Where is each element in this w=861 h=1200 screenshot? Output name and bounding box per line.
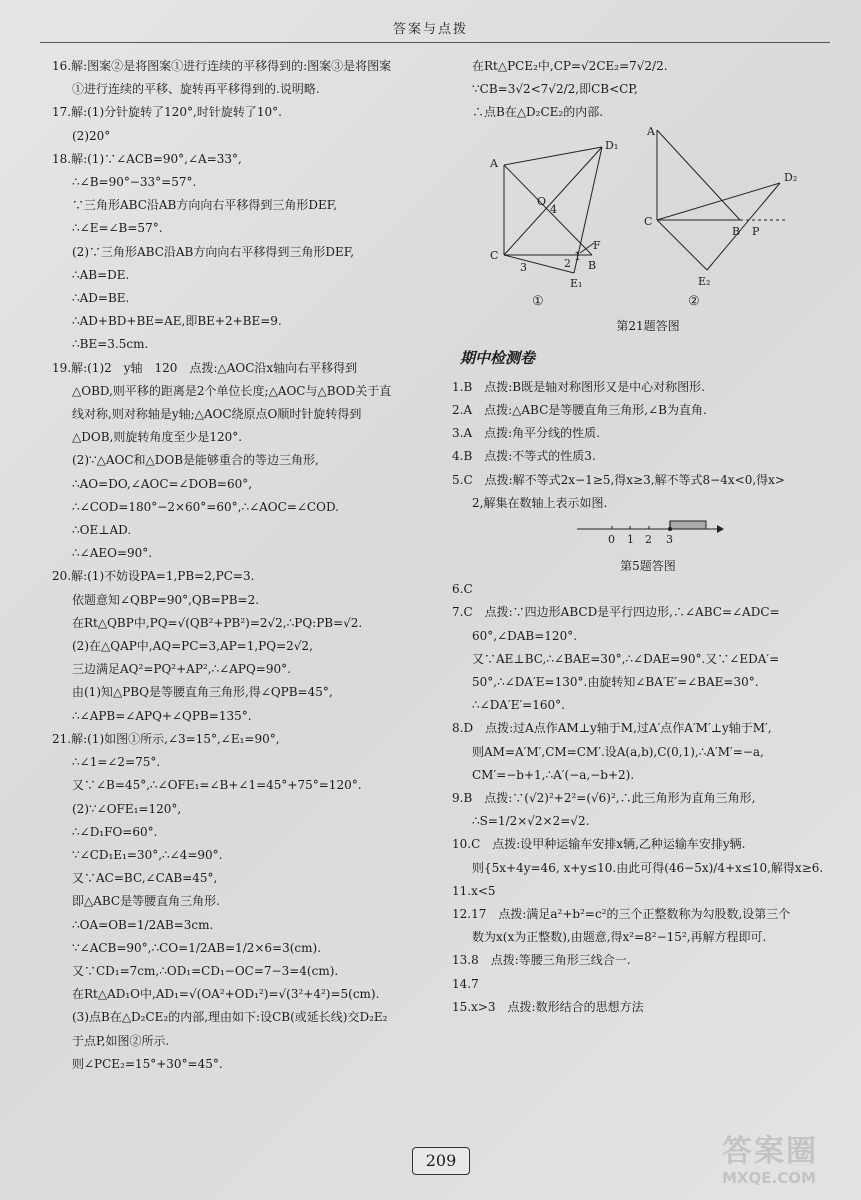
text-line: 14.7: [452, 976, 479, 991]
point-label: C: [490, 248, 499, 262]
text-line: 则∠PCE₂=15°+30°=45°.: [72, 1056, 223, 1071]
point-label: E₁: [570, 276, 583, 290]
angle-label: 2: [564, 256, 571, 270]
angle-label: 3: [520, 260, 527, 274]
text-line: 6.C: [452, 582, 473, 597]
point-label: C: [644, 214, 653, 228]
point-label: D₁: [605, 138, 619, 152]
text-line: 7.C 点拨:∵四边形ABCD是平行四边形,∴∠ABC=∠ADC=: [452, 605, 780, 620]
text-line: 依题意知∠QBP=90°,QB=PB=2.: [72, 592, 260, 607]
text-line: 在Rt△QBP中,PQ=√(QB²+PB²)=2√2,∴PQ:PB=√2.: [72, 615, 363, 630]
text-line: 15.x>3 点拨:数形结合的思想方法: [452, 999, 644, 1014]
text-line: 线对称,则对称轴是y轴;△AOC绕原点O顺时针旋转得到: [72, 407, 362, 422]
figure-21-svg: [452, 125, 844, 315]
text-line: (2)在△QAP中,AQ=PC=3,AP=1,PQ=2√2,: [72, 639, 313, 654]
text-line: ①进行连续的平移、旋转再平移得到的.说明略.: [72, 82, 320, 97]
point-label: B: [588, 258, 597, 272]
figure-caption: 第21题答图: [616, 318, 680, 333]
text-line: 即△ABC是等腰直角三角形.: [72, 894, 220, 909]
text-line: 1.B 点拨:B既是轴对称图形又是中心对称图形.: [452, 379, 705, 394]
text-line: 13.8 点拨:等腰三角形三线合一.: [452, 953, 631, 968]
figure-1-label: ①: [532, 293, 544, 309]
text-line: 又∵CD₁=7cm,∴OD₁=CD₁−OC=7−3=4(cm).: [72, 963, 339, 978]
angle-label: 4: [550, 202, 557, 216]
text-line: ∵∠ACB=90°,∴CO=1/2AB=1/2×6=3(cm).: [72, 940, 322, 955]
text-line: ∴∠APB=∠APQ+∠QPB=135°.: [72, 708, 252, 723]
number-line-caption: 第5题答图: [620, 559, 676, 574]
point-label: A: [490, 156, 498, 170]
text-line: 18.解:(1)∵∠ACB=90°,∠A=33°,: [52, 151, 242, 166]
text-line: ∵∠CD₁E₁=30°,∴∠4=90°.: [72, 847, 223, 862]
text-line: (2)∵∠OFE₁=120°,: [72, 801, 182, 816]
text-line: CM′=−b+1,∴A′(−a,−b+2).: [472, 767, 635, 782]
text-line: 又∵AE⊥BC,∴∠BAE=30°,∴∠DAE=90°.又∵∠EDA′=: [472, 651, 780, 666]
text-line: 16.解:图案②是将图案①进行连续的平移得到的:图案③是将图案: [52, 59, 392, 73]
text-line: 4.B 点拨:不等式的性质3.: [452, 449, 596, 464]
text-line: 数为x(x为正整数),由题意,得x²=8²−15²,再解方程即可.: [472, 930, 767, 945]
text-line: 17.解:(1)分针旋转了120°,时针旋转了10°.: [52, 105, 282, 120]
text-line: ∴AD=BE.: [72, 291, 130, 306]
text-line: 8.D 点拨:过A点作AM⊥y轴于M,过A′点作A′M′⊥y轴于M′,: [452, 721, 772, 736]
text-line: ∵三角形ABC沿AB方向向右平移得到三角形DEF,: [72, 198, 338, 213]
watermark-text: 答案圈: [722, 1134, 818, 1169]
point-label: D₂: [784, 170, 798, 184]
number-line: [452, 515, 844, 555]
point-label: A: [647, 124, 655, 138]
right-column: [452, 55, 844, 1019]
text-line: ∴∠DA′E′=160°.: [472, 698, 565, 713]
text-line: 三边满足AQ²=PQ²+AP²,∴∠APQ=90°.: [72, 662, 291, 677]
tick-label: 3: [666, 533, 673, 547]
text-line: ∴∠1=∠2=75°.: [72, 755, 161, 770]
text-line: ∴BE=3.5cm.: [72, 337, 149, 352]
point-label: E₂: [698, 274, 711, 288]
figure-21: [452, 125, 844, 315]
text-line: 由(1)知△PBQ是等腰直角三角形,得∠QPB=45°,: [72, 685, 333, 700]
text-line: 又∵∠B=45°,∴∠OFE₁=∠B+∠1=45°+75°=120°.: [72, 778, 362, 793]
figure-2-label: ②: [688, 293, 700, 309]
text-line: ∴点B在△D₂CE₂的内部.: [472, 105, 604, 120]
text-line: (2)∵△AOC和△DOB是能够重合的等边三角形,: [72, 453, 319, 468]
angle-label: 1: [574, 249, 581, 263]
section-title: 期中检测卷: [460, 348, 536, 367]
text-line: ∴OA=OB=1/2AB=3cm.: [72, 917, 214, 932]
text-line: 于点P,如图②所示.: [72, 1033, 170, 1048]
text-line: ∵CB=3√2<7√2/2,即CB<CP,: [472, 82, 638, 97]
text-line: ∴S=1/2×√2×2=√2.: [472, 814, 590, 829]
text-line: ∴∠E=∠B=57°.: [72, 221, 163, 236]
text-line: 50°,∴∠DA′E=130°.由旋转知∠BA′E′=∠BAE=30°.: [472, 675, 759, 690]
watermark-logo: [722, 1135, 847, 1195]
number-line-svg: [452, 515, 844, 555]
point-label: O: [537, 194, 547, 208]
tick-label: 1: [627, 533, 634, 547]
header-rule: [40, 42, 830, 43]
text-line: 9.B 点拨:∵(√2)²+2²=(√6)²,∴此三角形为直角三角形,: [452, 791, 756, 806]
text-line: ∴∠AEO=90°.: [72, 546, 153, 561]
text-line: △OBD,则平移的距离是2个单位长度;△AOC与△BOD关于直: [72, 383, 392, 398]
page-header-title: 答案与点拨: [392, 22, 468, 37]
text-line: 12.17 点拨:满足a²+b²=c²的三个正整数称为勾股数,设第三个: [452, 907, 791, 922]
text-line: 60°,∠DAB=120°.: [472, 628, 578, 643]
text-line: ∴AD+BD+BE=AE,即BE+2+BE=9.: [72, 314, 282, 329]
text-line: 3.A 点拨:角平分线的性质.: [452, 426, 600, 441]
text-line: 11.x<5: [452, 883, 496, 898]
text-line: 2.A 点拨:△ABC是等腰直角三角形,∠B为直角.: [452, 403, 707, 418]
left-column: [52, 55, 432, 1076]
page-number: 209: [412, 1147, 470, 1175]
text-line: ∴OE⊥AD.: [72, 523, 132, 538]
point-label: F: [593, 238, 601, 252]
text-line: ∴∠B=90°−33°=57°.: [72, 175, 197, 190]
text-line: 21.解:(1)如图①所示,∠3=15°,∠E₁=90°,: [52, 731, 280, 746]
text-line: 10.C 点拨:设甲种运输车安排x辆,乙种运输车安排y辆.: [452, 837, 746, 852]
figure-2-geometry: [657, 130, 788, 270]
tick-label: 0: [608, 533, 615, 547]
text-line: ∴∠D₁FO=60°.: [72, 824, 158, 839]
text-line: 又∵AC=BC,∠CAB=45°,: [72, 871, 218, 886]
text-line: 则AM=A′M′,CM=CM′.设A(a,b),C(0,1),∴A′M′=−a,: [472, 744, 764, 759]
text-line: 在Rt△AD₁O中,AD₁=√(OA²+OD₁²)=√(3²+4²)=5(cm).: [72, 987, 380, 1002]
tick-label: 2: [645, 533, 652, 547]
text-line: 2,解集在数轴上表示如图.: [472, 495, 608, 510]
text-line: 5.C 点拨:解不等式2x−1≥5,得x≥3,解不等式8−4x<0,得x>: [452, 472, 785, 487]
point-label: B: [732, 224, 741, 238]
text-line: (2)20°: [72, 128, 111, 143]
text-line: 19.解:(1)2 y轴 120 点拨:△AOC沿x轴向右平移得到: [52, 360, 358, 375]
text-line: 则{5x+4y=46, x+y≤10.由此可得(46−5x)/4+x≤10,解得x≥6.: [472, 860, 824, 875]
text-line: ∴AO=DO,∠AOC=∠DOB=60°,: [72, 476, 253, 491]
text-line: (2)∵三角形ABC沿AB方向向右平移得到三角形DEF,: [72, 244, 355, 259]
text-line: △DOB,则旋转角度至少是120°.: [72, 430, 243, 445]
text-line: 20.解:(1)不妨设PA=1,PB=2,PC=3.: [52, 569, 255, 584]
text-line: (3)点B在△D₂CE₂的内部,理由如下:设CB(或延长线)交D₂E₂: [72, 1010, 388, 1025]
text-line: ∴∠COD=180°−2×60°=60°,∴∠AOC=∠COD.: [72, 499, 339, 514]
text-line: 在Rt△PCE₂中,CP=√2CE₂=7√2/2.: [472, 59, 668, 73]
watermark-url: MXQE.COM: [722, 1169, 816, 1187]
point-label: P: [752, 224, 760, 238]
text-line: ∴AB=DE.: [72, 267, 130, 282]
